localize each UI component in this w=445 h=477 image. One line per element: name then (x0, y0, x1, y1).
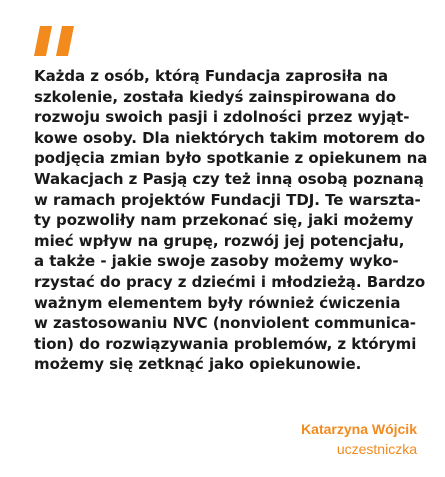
quote-line: a także - jakie swoje zasoby możemy wyko- (34, 252, 399, 271)
quote-line: Każda z osób, którą Fundacja zaprosiła na (34, 67, 389, 85)
quote-line: kowe osoby. Dla niektórych takim motorem do (34, 128, 426, 147)
quote-line: szkolenie, została kiedyś zainspirowana do (34, 87, 397, 106)
quote-mark-icon (34, 26, 76, 56)
quote-line: mieć wpływ na grupę, rozwój jej potencjału, (34, 231, 405, 250)
quote-line: ty pozwoliły nam przekonać się, jaki możemy (34, 211, 414, 230)
quote-line: tion) do rozwiązywania problemów, z którymi (34, 334, 417, 353)
quote-line: ważnym elementem były również ćwiczenia (34, 293, 401, 312)
author-attribution (301, 420, 417, 458)
quote-line: rzystać do pracy z dziećmi i młodzieżą. Bardzo (34, 272, 426, 291)
author-role: uczestniczka (336, 441, 417, 457)
quote-line: rozwoju swoich pasji i zdolności przez wyjąt- (34, 108, 410, 127)
quote-line: Wakacjach z Pasją czy też inną osobą poznaną (34, 169, 424, 188)
quote-text (34, 66, 428, 375)
quote-line: podjęcia zmian było spotkanie z opiekunem na (34, 149, 428, 168)
quote-line: w ramach projektów Fundacji TDJ. Te warszta- (34, 190, 421, 209)
quote-line: w zastosowaniu NVC (nonviolent communica- (34, 314, 416, 333)
quote-line: możemy się zetknąć jako opiekunowie. (34, 355, 362, 374)
author-name: Katarzyna Wójcik (301, 421, 417, 437)
